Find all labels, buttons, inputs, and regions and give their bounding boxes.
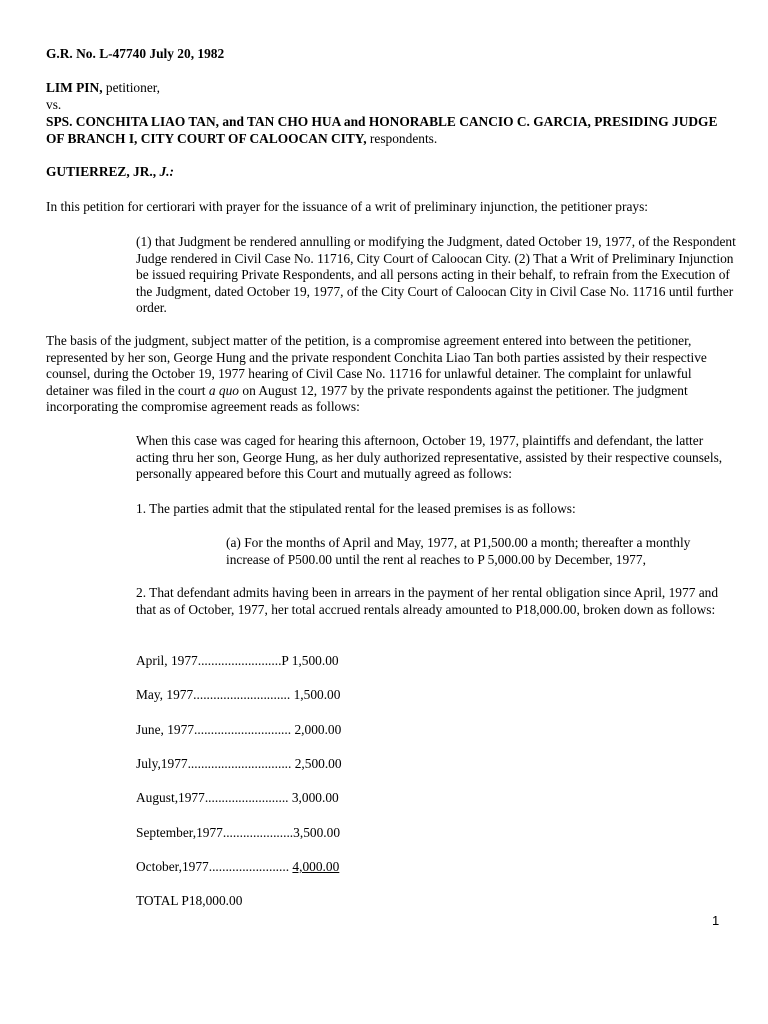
intro-paragraph: In this petition for certiorari with prayer for the issuance of a writ of preliminary injunction, the petitioner prays: (46, 199, 649, 214)
a-quo-phrase: a quo (208, 382, 240, 398)
quote-intro: When this case was caged for hearing this afternoon, October 19, 1977, plaintiffs and defendant, the latter acting thru her son, George Hung, as her duly authorized representative, assisted by their respective counsels, personally appeared before this Court and mutually agreed as follows: (136, 433, 723, 482)
rental-row: May, 1977............................. 1,500.00 (136, 687, 341, 702)
rental-row: August,1977......................... 3,000.00 (136, 790, 339, 805)
item-1: 1. The parties admit that the stipulated rental for the leased premises is as follows: (136, 501, 576, 516)
respondents (46, 114, 736, 147)
rental-amount-underlined: 4,000.00 (292, 859, 340, 874)
rental-total: TOTAL P18,000.00 (136, 893, 243, 908)
respondents-role: respondents. (369, 130, 438, 146)
rental-row: September,1977.....................3,500.00 (136, 825, 341, 840)
page-number: 1 (712, 913, 720, 928)
rental-row: July,1977............................... 2,500.00 (136, 756, 342, 771)
ponente-title: J.: (159, 164, 174, 179)
case-number: G.R. No. L-47740 July 20, 1982 (46, 46, 225, 61)
rental-row: June, 1977............................. 2,000.00 (136, 722, 342, 737)
petitioner-name: LIM PIN, (46, 80, 103, 95)
item-1a: (a) For the months of April and May, 1977, at P1,500.00 a month; thereafter a monthly increase of P500.00 until the rent al reaches to P 5,000.00 by December, 1977, (226, 535, 691, 567)
petitioner-line (46, 80, 736, 97)
rental-row: October,1977........................ 4,000.00 (136, 859, 340, 874)
basis-paragraph: The basis of the judgment, subject matter of the petition, is a compromise agreement entered into between the petitioner, represented by her son, George Hung and the private respondent Conchita Liao Tan both parties assisted by their respective counsel, during the October 19, 1977 hearing of Civil Case No. 11716 for unlawful detainer. The complaint for unlawful detainer was filed in the court a quo on August 12, 1977 by the private respondents against the petitioner. The judgment incorporating the compromise agreement reads as follows: (46, 333, 707, 415)
petitioner-role: petitioner, (105, 80, 161, 95)
prayer-paragraph: (1) that Judgment be rendered annulling or modifying the Judgment, dated October 19, 1977, of the Respondent Judge rendered in Civil Case No. 11716, City Court of Caloocan City. (2) That a Writ of Preliminary Injunction be issued requiring Private Respondents, and all persons acting in their behalf, to refrain from the Execution of the Judgment, dated October 19, 1977, of the City Court of Caloocan City in Civil Case No. 11716 until further order. (136, 234, 736, 316)
rental-row: April, 1977.........................P 1,500.00 (136, 653, 339, 668)
respondents-names: SPS. CONCHITA LIAO TAN, and TAN CHO HUA and HONORABLE CANCIO C. GARCIA, PRESIDING JUDGE OF BRANCH I, CITY COURT OF CALOOCAN CITY, (46, 114, 718, 146)
versus: vs. (46, 97, 62, 112)
ponente: GUTIERREZ, JR., J.: (46, 164, 174, 179)
item-2: 2. That defendant admits having been in arrears in the payment of her rental obligation since April, 1977 and that as of October, 1977, her total accrued rentals already amounted to P18,000.00, broken down as follows: (136, 585, 719, 617)
